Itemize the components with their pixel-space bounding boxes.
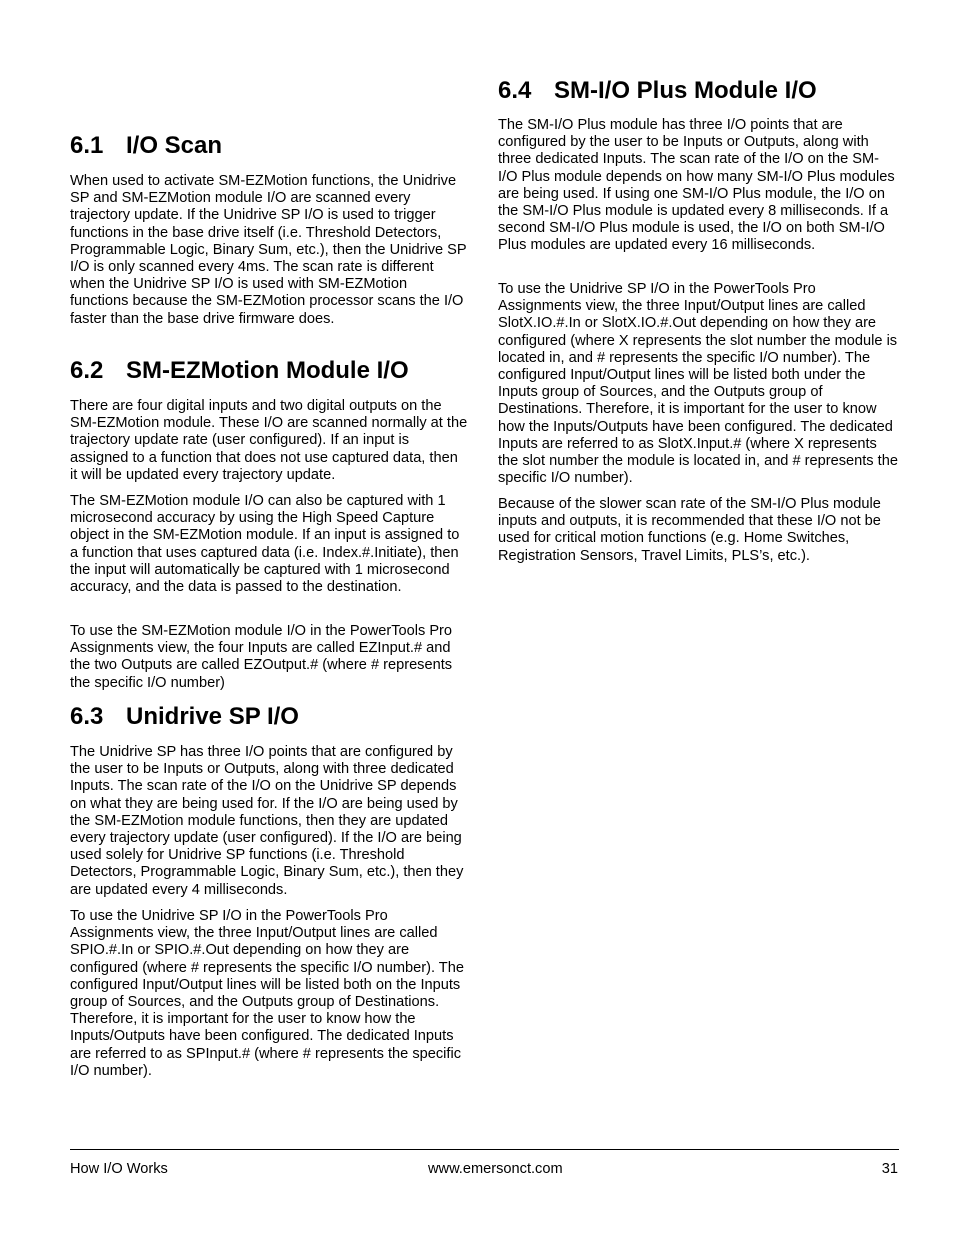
paragraph: Because of the slower scan rate of the SM-I/O Plus module inputs and outputs, it is recommended that these I/O not be used for critical motion functions (e.g. Home Switches, Registration Sensors, Travel Limits, PLS’s, etc.).	[498, 496, 881, 564]
footer-website-link[interactable]: www.emersonct.com	[428, 1161, 563, 1177]
paragraph: To use the SM-EZMotion module I/O in the PowerTools Pro Assignments view, the four Inputs are called EZInput.# and the two Outputs are called EZOutput.# (where # represents the specific I/O number)	[70, 623, 453, 691]
section-title: Unidrive SP I/O	[126, 703, 299, 730]
section-number: 6.1	[70, 132, 104, 159]
section-heading-6-4	[498, 77, 817, 105]
paragraph: The SM-I/O Plus module has three I/O points that are configured by the user to be Inputs or Outputs, along with three dedicated Inputs. The scan rate of the I/O on the SM-I/O Plus module depends on how many SM-I/O Plus modules are being used. If using one SM-I/O Plus module, the I/O on the SM-I/O Plus module is updated every 8 milliseconds. If a second SM-I/O Plus module is used, the I/O on both SM-I/O Plus modules are updated every 16 milliseconds.	[498, 117, 895, 254]
section-number: 6.3	[70, 703, 104, 730]
section-title: I/O Scan	[126, 132, 223, 159]
paragraph: The Unidrive SP has three I/O points that are configured by the user to be Inputs or Outputs, along with three dedicated Inputs. The scan rate of the I/O on the Unidrive SP depends on what they are being used for. If the I/O are being used by the SM-EZMotion module functions, then they are updated every trajectory update (user configured). If the I/O are being used solely for Unidrive SP functions (i.e. Threshold Detectors, Programmable Logic, Binary Sum, etc.), then they are updated every 4 milliseconds.	[70, 744, 464, 898]
section-number: 6.2	[70, 357, 104, 384]
paragraph: There are four digital inputs and two digital outputs on the SM-EZMotion module. These I/O are scanned normally at the trajectory update rate (user configured). If an input is assigned to a function that does not use captured data, then it will be updated every trajectory update.	[70, 398, 468, 483]
section-number: 6.4	[498, 77, 532, 104]
paragraph: When used to activate SM-EZMotion functions, the Unidrive SP and SM-EZMotion module I/O are scanned every trajectory update. If the Unidrive SP I/O is used to trigger functions in the base drive itself (i.e. Threshold Detectors, Programmable Logic, Binary Sum, etc.), then the Unidrive SP I/O is only scanned every 4ms. The scan rate is different when the Unidrive SP I/O is used with SM-EZMotion functions because the SM-EZMotion processor scans the I/O faster than the base drive firmware does.	[70, 173, 467, 327]
section-heading-6-1	[70, 132, 222, 160]
paragraph: To use the Unidrive SP I/O in the PowerTools Pro Assignments view, the three Input/Output lines are called SPIO.#.In or SPIO.#.Out depending on how they are configured (where # represents the specific I/O number). The configured Input/Output lines will be listed both on the Inputs group of Sources, and the Outputs group of Destinations. Therefore, it is important for the user to know how the Inputs/Outputs have been configured. The dedicated Inputs are referred to as SPInput.# (where # represents the specific I/O number).	[70, 908, 464, 1079]
paragraph: To use the Unidrive SP I/O in the PowerTools Pro Assignments view, the three Input/Output lines are called SlotX.IO.#.In or SlotX.IO.#.Out depending on how they are configured (where X represents the slot number the module is located in, and # represents the specific I/O number). The configured Input/Output lines will be listed both under the Inputs group of Sources, and the Outputs group of Destinations. Therefore, it is important for the user to know how the Inputs/Outputs have been configured. The dedicated Inputs are referred to as SlotX.Input.# (where X represents the slot number the module is located in, and # represents the specific I/O number).	[498, 281, 898, 487]
section-heading-6-3	[70, 703, 299, 731]
paragraph: The SM-EZMotion module I/O can also be captured with 1 microsecond accuracy by using the High Speed Capture object in the SM-EZMotion module. If an input is assigned to a function that uses captured data (i.e. Index.#.Initiate), then the input will automatically be captured with 1 microsecond accuracy, and the data is passed to the destination.	[70, 493, 460, 596]
section-title: SM-I/O Plus Module I/O	[554, 77, 817, 104]
section-heading-6-2	[70, 357, 409, 385]
footer-rule	[70, 1149, 899, 1150]
footer-chapter-title: How I/O Works	[70, 1161, 168, 1177]
section-title: SM-EZMotion Module I/O	[126, 357, 409, 384]
footer-page-number: 31	[881, 1161, 898, 1177]
